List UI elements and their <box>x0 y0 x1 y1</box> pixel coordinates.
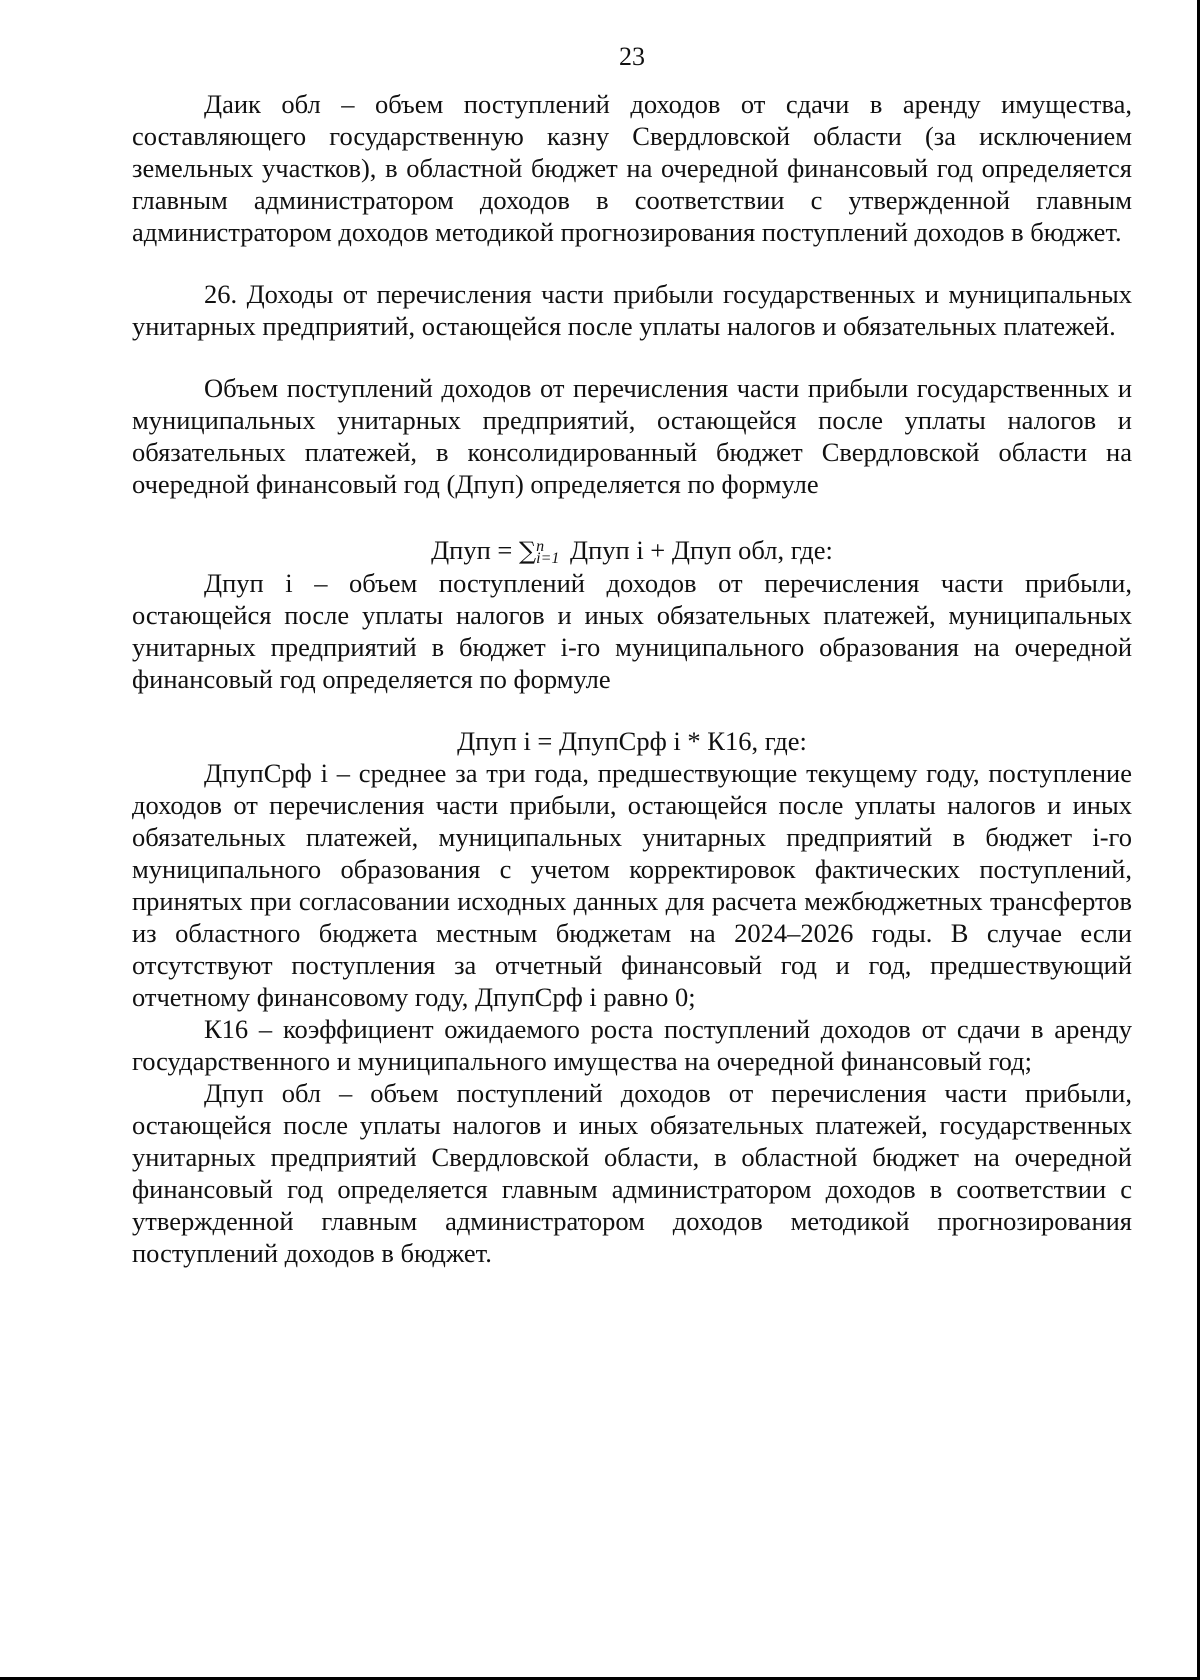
sum-limits <box>536 537 560 567</box>
paragraph-daik-obl: Даик обл – объем поступлений доходов от сдачи в аренду имущества, составляющего государственную казну Свердловской области (за исключением земельных участков), в областной бюджет на очередной финансовый год определяется главным администратором доходов в соответствии с утвержденной главным администратором доходов методикой прогнозирования поступлений доходов в бюджет. <box>132 89 1132 247</box>
section-heading-26: 26. Доходы от перечисления части прибыли государственных и муниципальных унитарных предприятий, остающейся после уплаты налогов и обязательных платежей. <box>132 279 1132 341</box>
paragraph-dpupsrf-i: ДпупСрф i – среднее за три года, предшествующие текущему году, поступление доходов от перечисления части прибыли, остающейся после уплаты налогов и иных обязательных платежей, муниципальных унитарных предприятий в бюджет i-го муниципального образования с учетом корректировок фактических поступлений, принятых при согласовании исходных данных для расчета межбюджетных трансфертов из областного бюджета местным бюджетам на 2024–2026 годы. В случае если отсутствуют поступления за отчетный финансовый год и год, предшествующий отчетному финансовому году, ДпупСрф i равно 0; <box>132 758 1132 1012</box>
formula-dpup-sum-right: Дпуп i + Дпуп обл, где: <box>563 535 833 565</box>
sum-lower-limit: i=1 <box>536 549 560 567</box>
document-body <box>132 88 1132 1269</box>
paragraph-k16: К16 – коэффициент ожидаемого роста поступлений доходов от сдачи в аренду государственного и муниципального имущества на очередной финансовый год; <box>132 1014 1132 1076</box>
paragraph-dpup-i: Дпуп i – объем поступлений доходов от перечисления части прибыли, остающейся после уплаты налогов и иных обязательных платежей, муниципальных унитарных предприятий в бюджет i-го муниципального образования на очередной финансовый год определяется по формуле <box>132 568 1132 694</box>
sum-symbol: ∑ <box>518 537 537 565</box>
sum-upper-limit: n <box>536 537 545 555</box>
formula-dpup-i: Дпуп i = ДпупСрф i * К16, где: <box>457 726 807 756</box>
spacer <box>132 342 1132 372</box>
spacer <box>132 695 1132 725</box>
paragraph-dpup-obl: Дпуп обл – объем поступлений доходов от перечисления части прибыли, остающейся после уплаты налогов и иных обязательных платежей, государственных унитарных предприятий Свердловской области, в областной бюджет на очередной финансовый год определяется главным администратором доходов в соответствии с утвержденной главным администратором доходов методикой прогнозирования поступлений доходов в бюджет. <box>132 1078 1132 1268</box>
spacer <box>132 248 1132 278</box>
page-number: 23 <box>619 42 645 71</box>
formula-dpup-sum <box>132 534 1132 567</box>
spacer <box>132 500 1132 534</box>
paragraph-dpup-volume: Объем поступлений доходов от перечисления части прибыли государственных и муниципальных унитарных предприятий, остающейся после уплаты налогов и обязательных платежей, в консолидированный бюджет Свердловской области на очередной финансовый год (Дпуп) определяется по формуле <box>132 373 1132 499</box>
formula-dpup-sum-left: Дпуп = <box>431 535 519 565</box>
